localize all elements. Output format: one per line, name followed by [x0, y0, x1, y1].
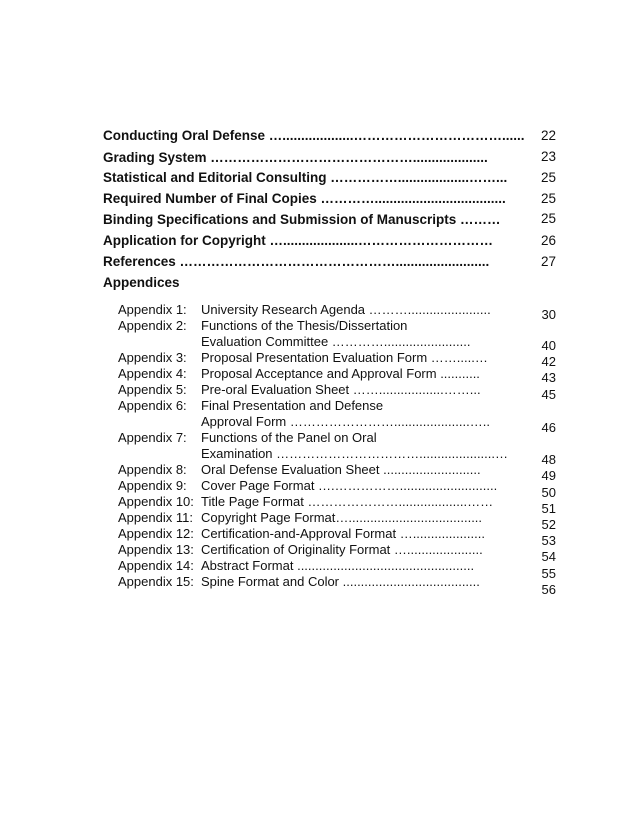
appendix-title-continuation: Examination …………………………….....................… — [201, 446, 508, 461]
appendix-page-number: 50 — [541, 485, 556, 500]
toc-entry-title: Application for Copyright …....................………………………… — [103, 233, 494, 248]
toc-entry — [103, 210, 553, 230]
appendix-page-number: 46 — [541, 420, 556, 435]
toc-entry-title: Statistical and Editorial Consulting ……………...................……... — [103, 170, 508, 185]
appendix-title: University Research Agenda ………....................... — [201, 302, 491, 317]
appendix-label: Appendix 1: — [118, 302, 187, 317]
appendix-title: Abstract Format ................................................. — [201, 558, 475, 573]
appendix-label: Appendix 11: — [118, 510, 193, 525]
appendix-title: Certification-and-Approval Format ….................... — [201, 526, 485, 541]
appendix-label: Appendix 7: — [118, 430, 187, 445]
appendix-label: Appendix 2: — [118, 318, 187, 333]
appendix-title: Copyright Page Format…..................................... — [201, 510, 483, 525]
appendix-page-number: 56 — [541, 582, 556, 597]
appendix-title: Cover Page Format ….……………........................... — [201, 478, 498, 493]
toc-page-number: 26 — [540, 233, 556, 248]
appendix-page-number: 51 — [541, 501, 556, 516]
appendix-label: Appendix 9: — [118, 478, 187, 493]
toc-entry — [103, 252, 553, 272]
toc-entry — [103, 148, 553, 168]
appendix-label: Appendix 12: — [118, 526, 194, 541]
toc-page-number: 23 — [540, 149, 556, 164]
toc-entry — [103, 168, 553, 188]
appendix-page-number: 40 — [541, 338, 556, 353]
appendix-title: Spine Format and Color ...................................... — [201, 574, 480, 589]
appendix-label: Appendix 6: — [118, 398, 187, 413]
appendix-page-number: 49 — [541, 468, 556, 483]
appendix-label: Appendix 5: — [118, 382, 187, 397]
appendix-label: Appendix 13: — [118, 542, 194, 557]
appendices-heading — [103, 273, 553, 293]
toc-entry-title: Binding Specifications and Submission of Manuscripts ……… — [103, 212, 501, 227]
appendix-title-continuation: Evaluation Committee …………........................ — [201, 334, 471, 349]
appendix-page-number: 43 — [541, 370, 556, 385]
appendix-page-number: 30 — [541, 307, 556, 322]
appendix-page-number: 54 — [541, 549, 556, 564]
toc-entry — [103, 189, 553, 209]
toc-page-number: 27 — [540, 254, 556, 269]
appendix-label: Appendix 3: — [118, 350, 187, 365]
appendix-label: Appendix 14: — [118, 558, 194, 573]
toc-entry — [103, 231, 553, 251]
appendix-label: Appendix 8: — [118, 462, 187, 477]
appendix-title: Functions of the Panel on Oral — [201, 430, 377, 445]
toc-entry-title: References …………………………………………......................... — [103, 254, 490, 269]
appendix-title: Certification of Originality Format …..................... — [201, 542, 483, 557]
toc-entry-title: Conducting Oral Defense …...................……………………………...... — [103, 128, 525, 143]
appendices-heading-text: Appendices — [103, 275, 180, 290]
toc-page-number: 25 — [540, 211, 556, 226]
appendix-title: Oral Defense Evaluation Sheet ........................... — [201, 462, 481, 477]
toc-entry-title: Grading System ……………………………………….................... — [103, 150, 488, 165]
appendix-page-number: 55 — [541, 566, 556, 581]
appendix-label: Appendix 10: — [118, 494, 194, 509]
appendix-title: Final Presentation and Defense — [201, 398, 384, 413]
toc-entry — [103, 126, 553, 146]
appendix-page-number: 42 — [541, 354, 556, 369]
appendix-title: Functions of the Thesis/Dissertation — [201, 318, 408, 333]
appendix-title: Title Page Format …………………...................…… — [201, 494, 494, 509]
appendix-label: Appendix 4: — [118, 366, 187, 381]
appendix-title-continuation: Approval Form …………………….....................….. — [201, 414, 490, 429]
appendix-page-number: 45 — [541, 387, 556, 402]
appendix-title: Proposal Presentation Evaluation Form …….....… — [201, 350, 488, 365]
appendix-page-number: 48 — [541, 452, 556, 467]
toc-page-number: 25 — [540, 191, 556, 206]
appendix-title: Proposal Acceptance and Approval Form ........... — [201, 366, 480, 381]
toc-page-number: 25 — [540, 170, 556, 185]
appendix-label: Appendix 15: — [118, 574, 194, 589]
toc-entry-title: Required Number of Final Copies …………................................... — [103, 191, 506, 206]
appendix-title: Pre-oral Evaluation Sheet ……..................……... — [201, 382, 481, 397]
toc-page-number: 22 — [540, 128, 556, 143]
appendix-page-number: 52 — [541, 517, 556, 532]
appendix-page-number: 53 — [541, 533, 556, 548]
